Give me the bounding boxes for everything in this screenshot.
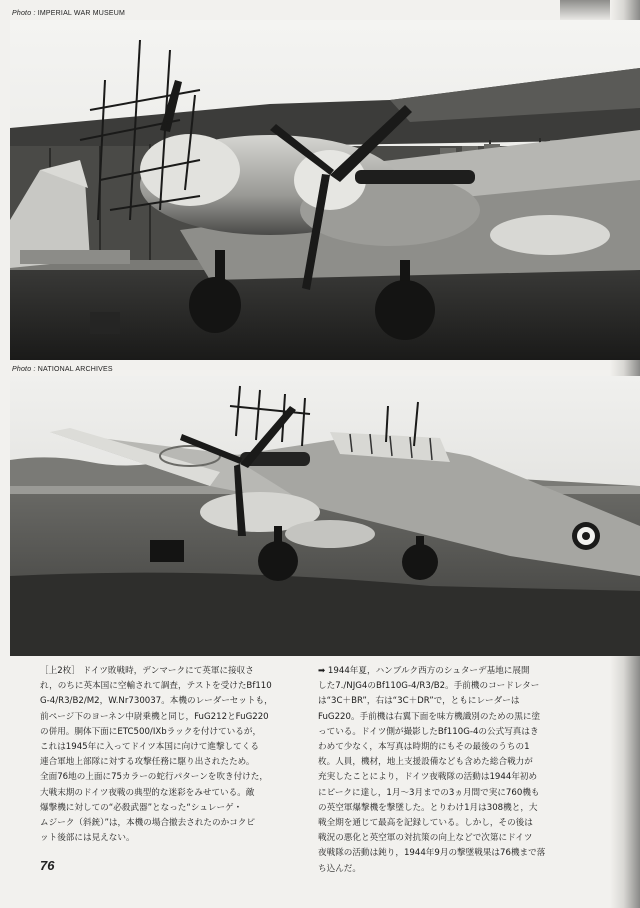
credit-prefix: Photo : bbox=[12, 366, 36, 373]
photo-credit-top bbox=[12, 10, 125, 17]
caption-line: これは1945年に入ってドイツ本国に向けて進撃してくる bbox=[40, 742, 259, 753]
photo-credit-bottom bbox=[12, 366, 113, 373]
caption-line: 充実したことにより，ドイツ夜戦隊の活動は1944年初め bbox=[318, 772, 538, 783]
caption-line: 前ページ下のヨーネン中尉乗機と同じ，FuG212とFuG220 bbox=[40, 711, 269, 722]
credit-prefix: Photo : bbox=[12, 10, 36, 17]
caption-line: 夜戦隊の活動は鈍り，1944年9月の撃墜戦果は76機まで落 bbox=[318, 848, 546, 859]
caption-line: の併用。胴体下面にETC500/IXbラックを付けているが， bbox=[40, 726, 262, 737]
caption-line: の英空軍爆撃機を撃墜した。とりわけ1月は308機と，大 bbox=[318, 802, 538, 813]
caption-line: ➡ 1944年夏，ハンブルク西方のシュターデ基地に展開 bbox=[318, 666, 530, 676]
caption-line: 爆撃機に対しての“必殺武器”となった“シュレーゲ・ bbox=[40, 802, 243, 813]
caption-line: っている。ドイツ側が撮影したBf110G-4の公式写真はき bbox=[318, 726, 539, 737]
caption-line: は“3C＋BR”，右は“3C＋DR”で，ともにレーダーは bbox=[318, 696, 520, 707]
photo-bottom bbox=[10, 376, 640, 656]
caption-line: にピークに達し，1月〜3月までの3ヵ月間で実に760機も bbox=[318, 787, 540, 798]
caption-line: れ，のちに英本国に空輸されて調査，テストを受けたBf110 bbox=[40, 681, 272, 692]
page-number: 76 bbox=[40, 858, 55, 873]
caption-line: FuG220。手前機は右翼下面を味方機識別のための黒に塗 bbox=[318, 711, 541, 722]
credit-name: IMPERIAL WAR MUSEUM bbox=[37, 10, 126, 17]
photo-top-image bbox=[10, 20, 640, 360]
caption-right bbox=[318, 664, 608, 877]
caption-line: 全面76地の上面に75カラーの蛇行パターンを吹き付けた， bbox=[40, 772, 268, 783]
caption-line: ［上2枚］ ドイツ敗戦時，デンマークにて英軍に接収さ bbox=[40, 666, 254, 676]
caption-line: した7./NJG4のBf110G-4/R3/B2。手前機のコードレター bbox=[318, 681, 540, 692]
caption-line: 連合軍地上部隊に対する攻撃任務に駆り出されたため。 bbox=[40, 757, 255, 768]
caption-line: わめて少なく，本写真は時期的にもその最後のうちの1 bbox=[318, 742, 530, 753]
caption-line: 枚。人員，機材，地上支援設備なども含めた総合戦力が bbox=[318, 757, 533, 768]
caption-left bbox=[40, 664, 316, 846]
caption-line: 大戦末期のドイツ夜戦の典型的な迷彩をみせている。敵 bbox=[40, 787, 255, 798]
caption-line: 戦全期を通じて最高を記録している。しかし，その後は bbox=[318, 818, 533, 829]
photo-top bbox=[10, 20, 640, 360]
caption-line: 戦況の悪化と英空軍の対抗策の向上などで次第にドイツ bbox=[318, 833, 533, 844]
credit-name: NATIONAL ARCHIVES bbox=[37, 366, 113, 373]
caption-line: ット後部には見えない。 bbox=[40, 833, 135, 844]
caption-line: ち込んだ。 bbox=[318, 863, 361, 874]
caption-line: ムジーク（斜銃）”は，本機の場合撤去されたのかコクピ bbox=[40, 818, 255, 829]
caption-line: G-4/R3/B2/M2，W.Nr730037。本機のレーダーセットも， bbox=[40, 696, 273, 707]
photo-bottom-image bbox=[10, 376, 640, 656]
